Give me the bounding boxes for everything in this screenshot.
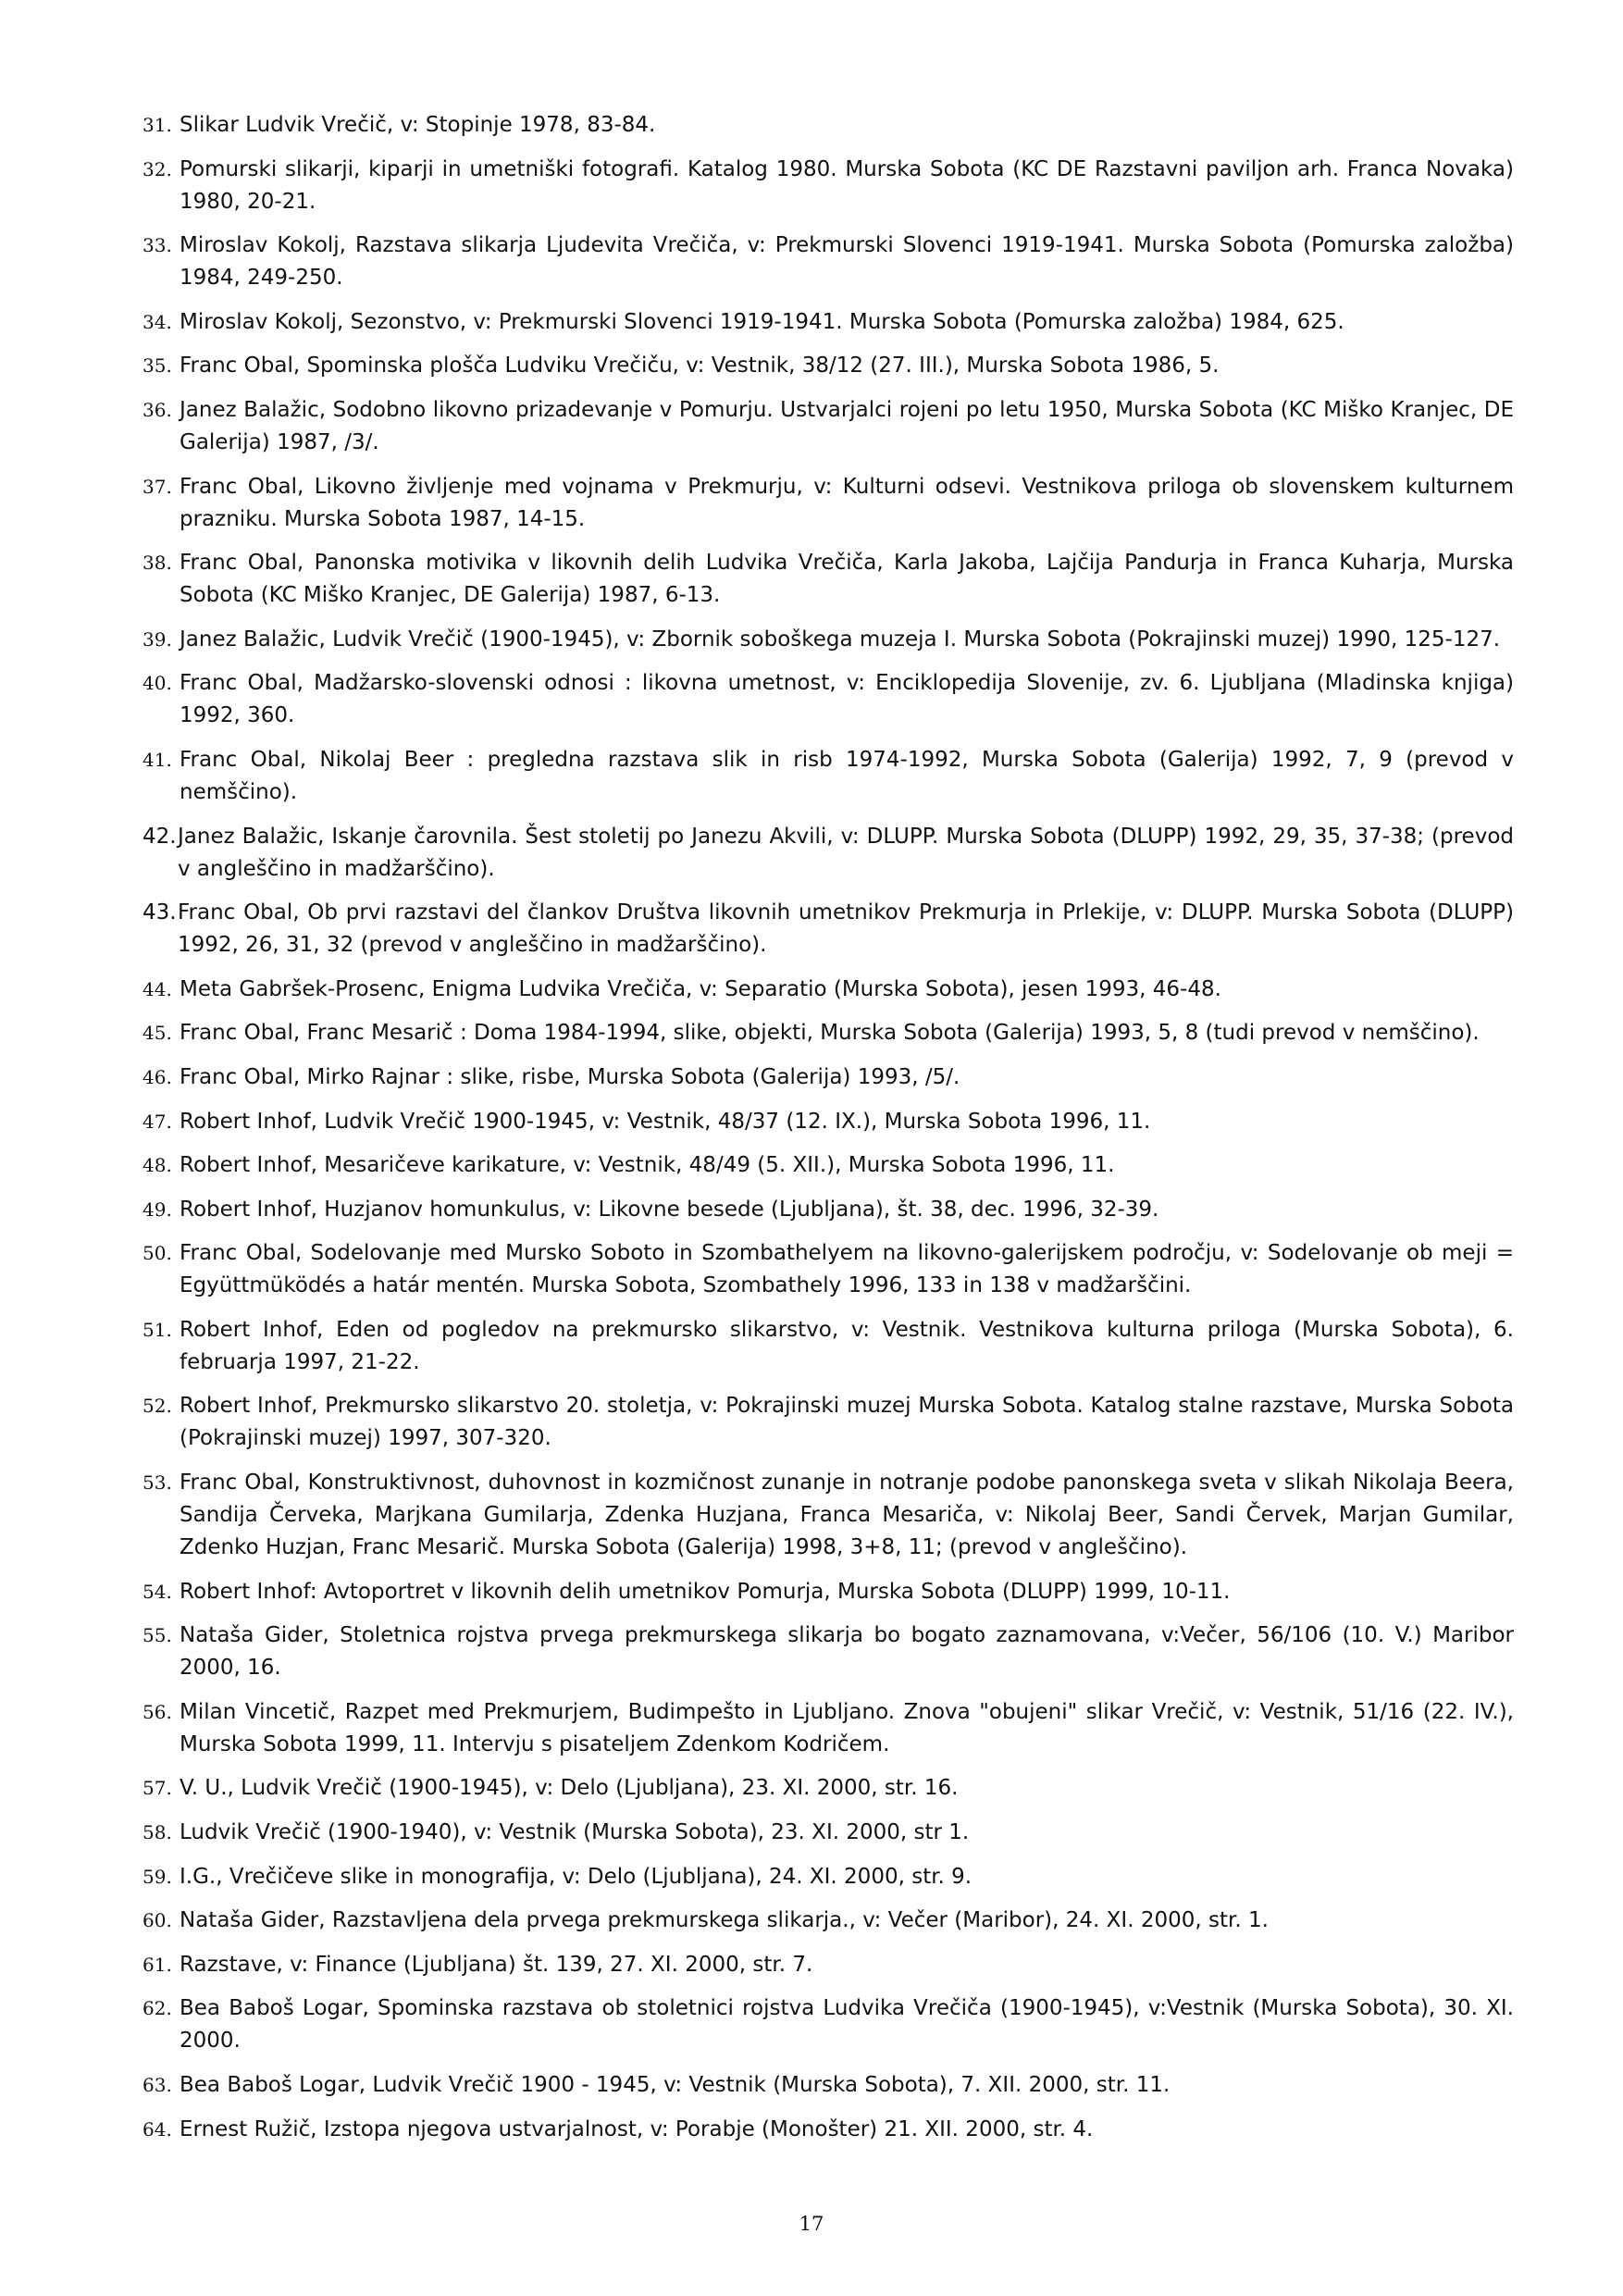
bibliography-entry xyxy=(142,1992,1514,2057)
entry-number: 54. xyxy=(142,1580,172,1603)
entry-citation: Robert Inhof, Ludvik Vrečič 1900-1945, v: Vestnik, 48/37 (12. IX.), Murska Sobota 1996, 11. xyxy=(180,1109,1151,1134)
entry-citation: Robert Inhof, Prekmursko slikarstvo 20. stoletja, v: Pokrajinski muzej Murska Sobota. Katalog stalne razstave, Murska Sobota (Pokrajinski muzej) 1997, 307-320. xyxy=(180,1394,1514,1451)
entry-number: 60. xyxy=(142,1909,172,1932)
entry-number: 50. xyxy=(142,1242,172,1265)
entry-number: 56. xyxy=(142,1700,172,1723)
entry-citation: Miroslav Kokolj, Sezonstvo, v: Prekmurski Slovenci 1919-1941. Murska Sobota (Pomurska založba) 1984, 625. xyxy=(180,309,1344,334)
bibliography-entry xyxy=(142,744,1514,809)
bibliography-entry xyxy=(142,471,1514,536)
bibliography-entry xyxy=(142,1949,1514,1981)
entry-citation: Janez Balažic, Iskanje čarovnila. Šest stoletij po Janezu Akvili, v: DLUPP. Murska Sobota (DLUPP) 1992, 29, 35, 37-38; (prevod v angleščino in madžarščino). xyxy=(178,824,1514,881)
entry-citation: Robert Inhof, Eden od pogledov na prekmursko slikarstvo, v: Vestnik. Vestnikova kulturna priloga (Murska Sobota), 6. februarja 1997, 21-22. xyxy=(180,1317,1514,1374)
entry-citation: Franc Obal, Konstruktivnost, duhovnost in kozmičnost zunanje in notranje podobe panonskega sveta v slikah Nikolaja Beera, Sandija Červeka, Marjkana Gumilarja, Zdenka Huzjana, Franca Mesariča, v: Nikolaj Beer, Sandi Červek, Marjan Gumilar, Zdenko Huzjan, Franc Mesarič. Murska Sobota (Galerija) 1998, 3+8, 11; (prevod v angleščino). xyxy=(180,1471,1514,1560)
entry-number: 47. xyxy=(142,1110,172,1133)
entry-citation: Bea Baboš Logar, Spominska razstava ob stoletnici rojstva Ludvika Vrečiča (1900-1945), v:Vestnik (Murska Sobota), 30. XI. 2000. xyxy=(180,1996,1514,2054)
bibliography-entry xyxy=(142,1194,1514,1226)
entry-number: 44. xyxy=(142,977,172,1000)
entry-number: 46. xyxy=(142,1065,172,1088)
bibliography-entry xyxy=(142,897,1514,962)
bibliography-entry xyxy=(142,1817,1514,1849)
bibliography-entry xyxy=(142,1061,1514,1094)
bibliography-entry xyxy=(142,1772,1514,1805)
entry-citation: Franc Obal, Nikolaj Beer : pregledna razstava slik in risb 1974-1992, Murska Sobota (Galerija) 1992, 7, 9 (prevod v nemščino). xyxy=(180,747,1514,804)
entry-number: 40. xyxy=(142,672,172,695)
entry-number: 61. xyxy=(142,1953,172,1976)
bibliography-entry xyxy=(142,1149,1514,1182)
entry-number: 39. xyxy=(142,627,172,651)
entry-citation: Franc Obal, Mirko Rajnar : slike, risbe, Murska Sobota (Galerija) 1993, /5/. xyxy=(180,1064,960,1089)
bibliography-entry xyxy=(142,306,1514,339)
entry-number: 34. xyxy=(142,310,172,333)
entry-number: 31. xyxy=(142,114,172,136)
entry-citation: Franc Obal, Likovno življenje med vojnama v Prekmurju, v: Kulturni odsevi. Vestnikova priloga ob slovenskem kulturnem prazniku. Murska Sobota 1987, 14-15. xyxy=(180,474,1514,531)
entry-citation: Miroslav Kokolj, Razstava slikarja Ljudevita Vrečiča, v: Prekmurski Slovenci 1919-1941. Murska Sobota (Pomurska založba) 1984, 249-250. xyxy=(180,233,1514,291)
entry-citation: Franc Obal, Spominska plošča Ludviku Vrečiču, v: Vestnik, 38/12 (27. III.), Murska Sobota 1986, 5. xyxy=(180,354,1220,379)
bibliography-entry xyxy=(142,230,1514,294)
entry-number: 48. xyxy=(142,1154,172,1177)
bibliography-entry xyxy=(142,109,1514,142)
entry-citation: Franc Obal, Franc Mesarič : Doma 1984-1994, slike, objekti, Murska Sobota (Galerija) 1993, 5, 8 (tudi prevod v nemščino). xyxy=(180,1021,1480,1046)
entry-number: 49. xyxy=(142,1198,172,1221)
bibliography-entry xyxy=(142,1620,1514,1684)
entry-citation: Franc Obal, Sodelovanje med Mursko Soboto in Szombathelyem na likovno-galerijskem področju, v: Sodelovanje ob meji = Együttmüködés a határ mentén. Murska Sobota, Szombathely 1996, 133 in 138 v madžarščini. xyxy=(180,1241,1514,1298)
entry-number: 57. xyxy=(142,1777,172,1800)
entry-number: 32. xyxy=(142,157,172,180)
entry-number: 33. xyxy=(142,234,172,257)
entry-number: 55. xyxy=(142,1624,172,1647)
bibliography-entry xyxy=(142,624,1514,656)
bibliography-entry xyxy=(142,1314,1514,1379)
entry-citation: Janez Balažic, Ludvik Vrečič (1900-1945), v: Zbornik soboškega muzeja I. Murska Sobota (Pokrajinski muzej) 1990, 125-127. xyxy=(180,627,1501,652)
entry-number: 45. xyxy=(142,1022,172,1045)
entry-number: 42. xyxy=(142,824,177,849)
bibliography-entry xyxy=(142,154,1514,218)
entry-number: 37. xyxy=(142,475,172,498)
bibliography-entry xyxy=(142,974,1514,1006)
bibliography-entry xyxy=(142,1861,1514,1893)
entry-number: 64. xyxy=(142,2117,172,2141)
entry-number: 53. xyxy=(142,1471,172,1495)
bibliography-entry xyxy=(142,821,1514,886)
bibliography-entry xyxy=(142,394,1514,459)
entry-number: 52. xyxy=(142,1395,172,1418)
entry-number: 38. xyxy=(142,552,172,575)
entry-citation: Janez Balažic, Sodobno likovno prizadevanje v Pomurju. Ustvarjalci rojeni po letu 1950, Murska Sobota (KC Miško Kranjec, DE Galerija) 1987, /3/. xyxy=(180,397,1514,454)
entry-citation: Slikar Ludvik Vrečič, v: Stopinje 1978, 83-84. xyxy=(180,113,656,137)
entry-citation: Robert Inhof, Mesaričeve karikature, v: Vestnik, 48/49 (5. XII.), Murska Sobota 1996, 11. xyxy=(180,1153,1115,1178)
entry-citation: Meta Gabršek-Prosenc, Enigma Ludvika Vrečiča, v: Separatio (Murska Sobota), jesen 1993, 46-48. xyxy=(180,976,1221,1001)
entry-citation: Nataša Gider, Stoletnica rojstva prvega prekmurskega slikarja bo bogato zaznamovana, v:Večer, 56/106 (10. V.) Maribor 2000, 16. xyxy=(180,1623,1514,1681)
bibliography-entry xyxy=(142,1696,1514,1761)
entry-citation: Pomurski slikarji, kiparji in umetniški fotografi. Katalog 1980. Murska Sobota (KC DE Razstavni paviljon arh. Franca Novaka) 1980, 20-21. xyxy=(180,156,1514,214)
entry-citation: Franc Obal, Ob prvi razstavi del člankov Društva likovnih umetnikov Prekmurja in Prlekije, v: DLUPP. Murska Sobota (DLUPP) 1992, 26, 31, 32 (prevod v angleščino in madžarščino). xyxy=(178,900,1514,958)
bibliography-entry xyxy=(142,1467,1514,1564)
bibliography-entry xyxy=(142,350,1514,382)
bibliography-entry xyxy=(142,1390,1514,1455)
entry-citation: Robert Inhof: Avtoportret v likovnih delih umetnikov Pomurja, Murska Sobota (DLUPP) 1999, 10-11. xyxy=(180,1579,1231,1604)
entry-citation: Milan Vincetič, Razpet med Prekmurjem, Budimpešto in Ljubljano. Znova "obujeni" slikar Vrečič, v: Vestnik, 51/16 (22. IV.), Murska Sobota 1999, 11. Intervju s pisateljem Zdenkom Kodričem. xyxy=(180,1699,1514,1756)
bibliography-list xyxy=(142,109,1514,2157)
entry-number: 41. xyxy=(142,748,172,771)
bibliography-entry xyxy=(142,1576,1514,1608)
bibliography-entry xyxy=(142,1106,1514,1138)
entry-citation: V. U., Ludvik Vrečič (1900-1945), v: Delo (Ljubljana), 23. XI. 2000, str. 16. xyxy=(180,1776,959,1801)
entry-citation: Ludvik Vrečič (1900-1940), v: Vestnik (Murska Sobota), 23. XI. 2000, str 1. xyxy=(180,1820,970,1845)
entry-number: 36. xyxy=(142,398,172,421)
entry-number: 51. xyxy=(142,1318,172,1341)
entry-citation: Razstave, v: Finance (Ljubljana) št. 139, 27. XI. 2000, str. 7. xyxy=(180,1952,813,1977)
bibliography-entry xyxy=(142,1017,1514,1049)
entry-number: 58. xyxy=(142,1821,172,1844)
entry-citation: Bea Baboš Logar, Ludvik Vrečič 1900 - 1945, v: Vestnik (Murska Sobota), 7. XII. 2000, str. 11. xyxy=(180,2073,1171,2097)
bibliography-entry xyxy=(142,2069,1514,2102)
bibliography-entry xyxy=(142,547,1514,612)
entry-citation: Nataša Gider, Razstavljena dela prvega prekmurskega slikarja., v: Večer (Maribor), 24. XI. 2000, str. 1. xyxy=(180,1908,1269,1933)
entry-citation: I.G., Vrečičeve slike in monografija, v: Delo (Ljubljana), 24. XI. 2000, str. 9. xyxy=(180,1864,973,1889)
bibliography-entry xyxy=(142,1905,1514,1937)
bibliography-entry xyxy=(142,1237,1514,1302)
bibliography-entry xyxy=(142,2114,1514,2146)
entry-number: 35. xyxy=(142,354,172,378)
entry-citation: Franc Obal, Madžarsko-slovenski odnosi : likovna umetnost, v: Enciklopedija Slovenije, zv. 6. Ljubljana (Mladinska knjiga) 1992, 360. xyxy=(180,671,1514,728)
entry-number: 43. xyxy=(142,900,177,925)
entry-number: 62. xyxy=(142,1997,172,2020)
entry-citation: Robert Inhof, Huzjanov homunkulus, v: Likovne besede (Ljubljana), št. 38, dec. 1996, 32-39. xyxy=(180,1197,1159,1222)
entry-citation: Franc Obal, Panonska motivika v likovnih delih Ludvika Vrečiča, Karla Jakoba, Lajčija Pandurja in Franca Kuharja, Murska Sobota (KC Miško Kranjec, DE Galerija) 1987, 6-13. xyxy=(180,551,1514,608)
page-number: 17 xyxy=(799,2213,824,2235)
entry-number: 59. xyxy=(142,1865,172,1888)
entry-citation: Ernest Ružič, Izstopa njegova ustvarjalnost, v: Porabje (Monošter) 21. XII. 2000, str. 4. xyxy=(180,2116,1094,2141)
entry-number: 63. xyxy=(142,2074,172,2096)
bibliography-entry xyxy=(142,667,1514,732)
